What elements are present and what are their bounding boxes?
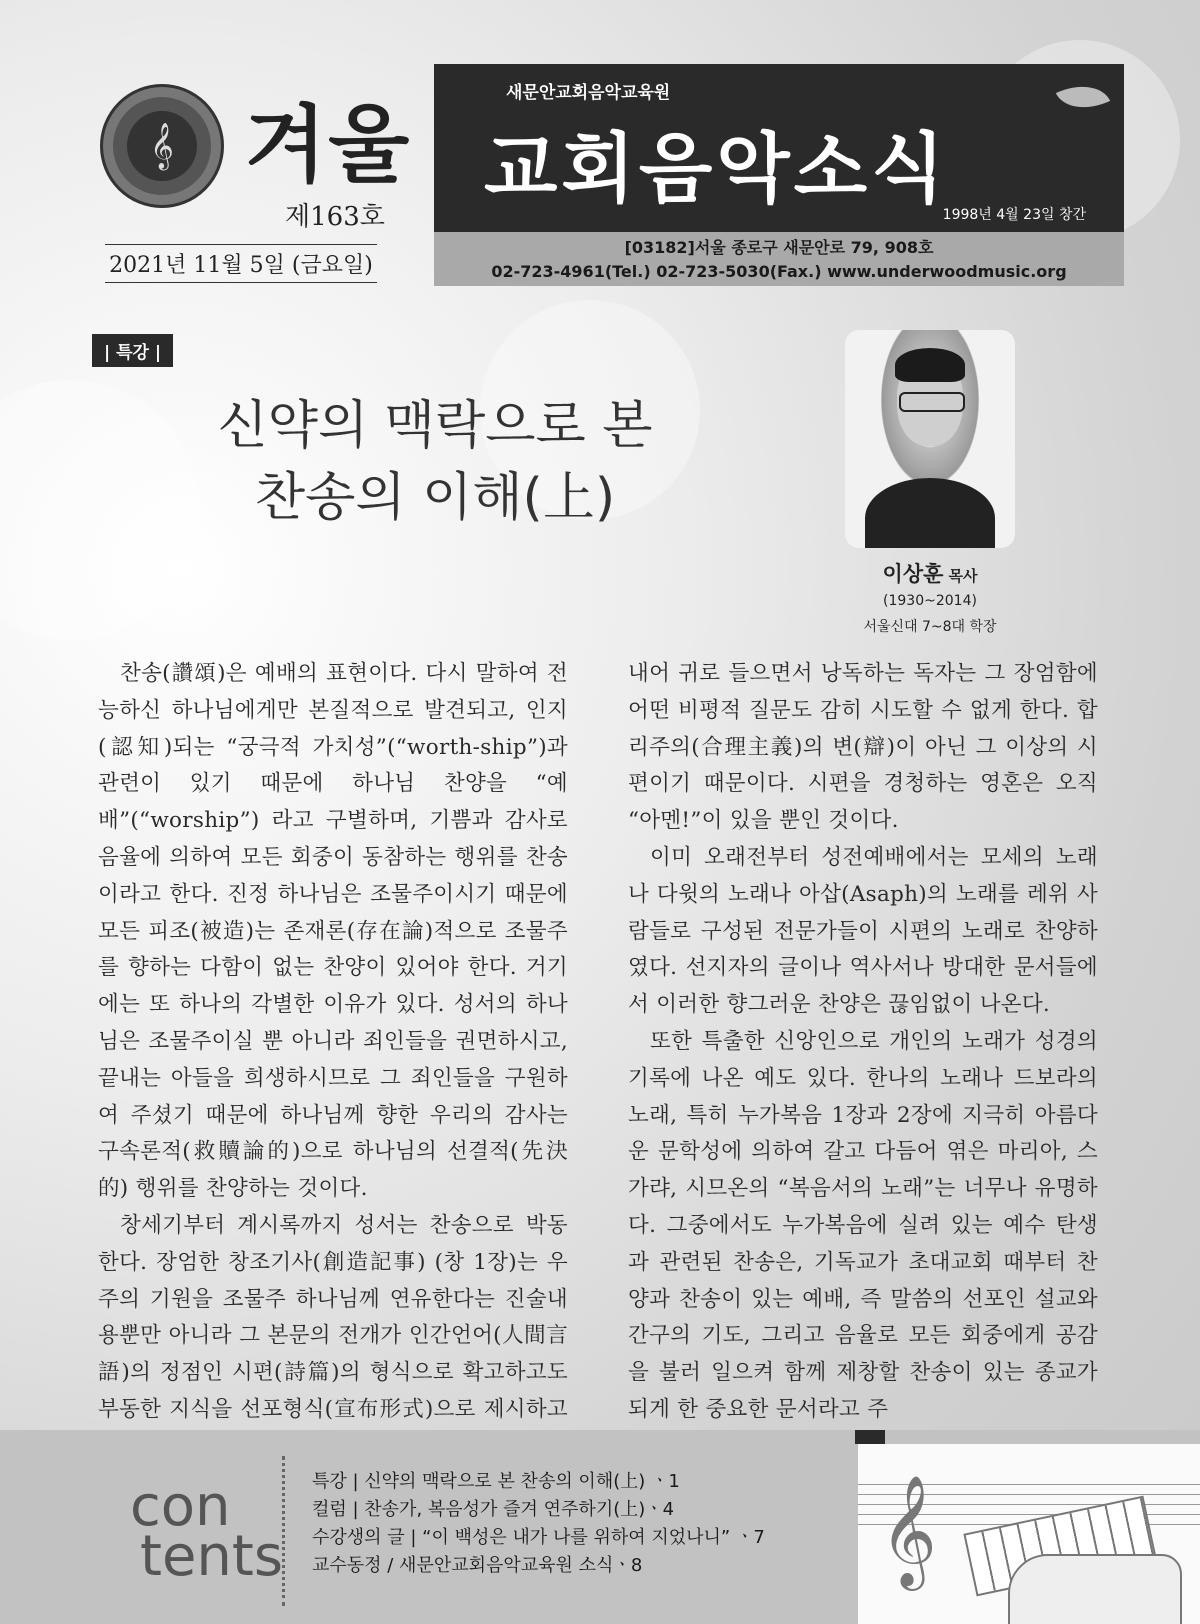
address-bar xyxy=(434,232,1124,286)
article-title xyxy=(150,390,720,534)
contents-item[interactable]: 수강생의 글 | “이 백성은 내가 나를 위하여 지었나니” ㆍ7 xyxy=(312,1527,765,1548)
contents-item[interactable]: 컬럼 | 찬송가, 복음성가 즐겨 연주하기(上)ㆍ4 xyxy=(312,1499,675,1520)
contents-item[interactable]: 교수동정 / 새문안교회음악교육원 소식ㆍ8 xyxy=(312,1555,643,1576)
masthead-title: 교회음악소식 xyxy=(484,124,949,213)
paragraph: 창세기부터 계시록까지 성서는 찬송으로 박동한다. 장엄한 창조기사(創造記事) (창 1장)는 우주의 기원을 조물주 하나님께 연유한다는 진술내용뿐만 아니라 그 본문의 전개가 인간언어(人間言語)의 정점인 시편(詩篇)의 형식으로 확고하고도 부동한 지식을 선포형식(宣布形式)으로 제시하고 xyxy=(98,1212,568,1422)
contents-heading-line1: con xyxy=(130,1474,231,1539)
article-title-line1: 신약의 맥락으로 본 xyxy=(217,396,653,456)
paragraph: 찬송(讚頌)은 예배의 표현이다. 다시 말하여 전능하신 하나님에게만 본질적으로 발견되고, 인지(認知)되는 “궁극적 가치성”(“worth-ship”)과 관련이 있기 때문에 하나님 찬양을 “예배”(“worship”) 라고 구별하며, 기쁨과 감사로 음율에 의하여 모든 회중이 동참하는 행위를 찬송이라고 한다. 진정 하나님은 조물주이시기 때문에 모든 피조(被造)는 존재론(存在論)적으로 조물주를 향하는 다함이 없는 찬양이 있어야 한다. 거기에는 또 하나의 각별한 이유가 있다. 성서의 하나님은 조물주이실 뿐 아니라 죄인들을 권면하시고, 끝내는 아들을 희생하시므로 그 죄인들을 구원하여 주셨기 때문에 하나님께 향한 우리의 감사는 구속론적(救贖論的)으로 하나님의 선결적(先決的) 행위를 찬양하는 것이다. xyxy=(98,661,568,1202)
music-illustration xyxy=(858,1444,1200,1624)
contents-heading xyxy=(130,1474,284,1589)
author-photo xyxy=(845,330,1015,548)
corner-flag xyxy=(855,1430,885,1444)
church-seal-logo xyxy=(100,84,224,208)
author-years: (1930~2014) xyxy=(883,593,977,609)
section-tag: | 특강 | xyxy=(92,334,173,367)
paragraph: 내어 귀로 들으면서 낭독하는 독자는 그 장엄함에 어떤 비평적 질문도 감히 시도할 수 없게 한다. 합리주의(合理主義)의 변(辯)이 아닌 그 이상의 시편이기 때문이다. 시편을 경청하는 영혼은 오직 “아멘!”이 있을 뿐인 것이다. xyxy=(628,661,1098,834)
leaf-icon xyxy=(1056,74,1110,121)
contents-list xyxy=(312,1468,765,1580)
contents-heading-line2: tents xyxy=(140,1524,284,1589)
paragraph: 또한 특출한 신앙인으로 개인의 노래가 성경의 기록에 나온 예도 있다. 한나의 노래나 드보라의 노래, 특히 누가복음 1장과 2장에 지극히 아름다운 문학성에 의하여 갈고 다듬어 엮은 마리아, 스가랴, 시므온의 “복음서의 노래”는 너무나 유명하다. 그중에서도 누가복음에 실려 있는 예수 탄생과 관련된 찬송은, 기독교가 초대교회 때부터 찬양과 찬송이 있는 예배, 즉 말씀의 선포인 설교와 간구의 기도, 그리고 음율로 모든 회중에게 공감을 불러 일으켜 함께 제창할 찬송이 있는 종교가 되게 한 중요한 문서라고 주 xyxy=(628,1028,1098,1422)
author-caption xyxy=(830,558,1030,640)
paragraph: 이미 오래전부터 성전예배에서는 모세의 노래나 다윗의 노래나 아삽(Asaph)의 노래를 레위 사람들로 구성된 전문가들이 시편의 노래로 찬양하였다. 선지자의 글이나 역사서나 방대한 문서들에서 이러한 향그러운 찬양은 끊임없이 나온다. xyxy=(628,844,1098,1018)
photo-hair xyxy=(895,348,965,382)
issue-number: 제163호 xyxy=(285,202,385,232)
grand-piano-icon xyxy=(1008,1554,1182,1624)
season-title: 겨울 xyxy=(245,95,412,194)
article-column-left xyxy=(98,656,568,1466)
publication-date: 2021년 11월 5일 (금요일) xyxy=(105,244,377,283)
author-position: 서울신대 7~8대 학장 xyxy=(863,619,997,635)
address-line: [03182]서울 종로구 새문안로 79, 908호 xyxy=(624,238,934,257)
photo-glasses xyxy=(899,392,965,412)
treble-clef-icon: 𝄞 xyxy=(880,1474,937,1586)
article-column-right xyxy=(628,656,1098,1429)
masthead xyxy=(434,64,1124,232)
masthead-org: 새문안교회음악교육원 xyxy=(506,83,671,103)
lyre-clef-icon: 𝄞 xyxy=(127,111,197,181)
dotted-divider xyxy=(282,1456,285,1606)
author-role: 목사 xyxy=(948,567,978,585)
contents-item[interactable]: 특강 | 신약의 맥락으로 본 찬송의 이해(上) ㆍ1 xyxy=(312,1471,680,1492)
founded-date: 1998년 4월 23일 창간 xyxy=(942,207,1086,223)
author-name: 이상훈 xyxy=(882,562,944,586)
contents-bar xyxy=(0,1430,1200,1624)
contact-line: 02-723-4961(Tel.) 02-723-5030(Fax.) www.underwoodmusic.org xyxy=(491,262,1067,281)
photo-suit xyxy=(865,478,995,548)
article-title-line2: 찬송의 이해(上) xyxy=(254,468,616,528)
